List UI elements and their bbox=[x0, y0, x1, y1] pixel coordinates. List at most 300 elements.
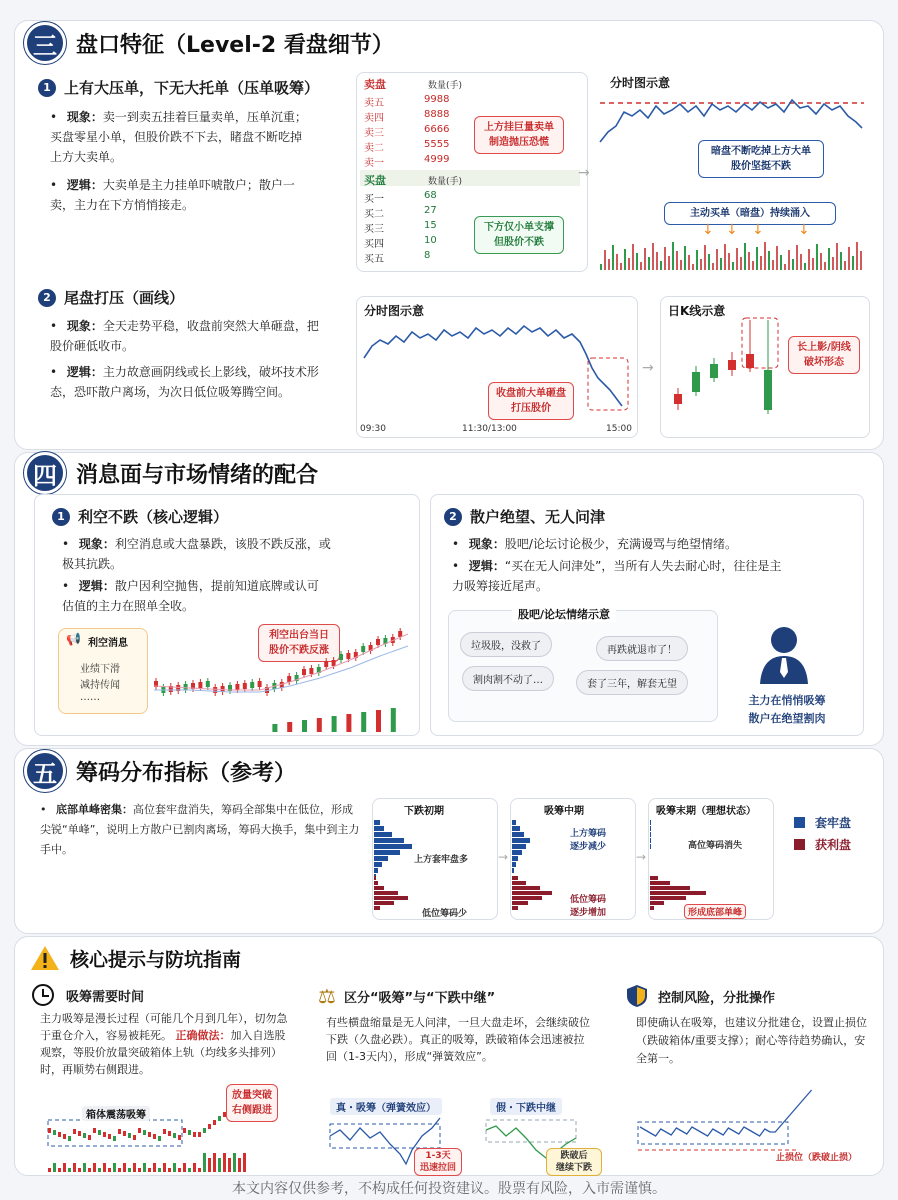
candle-body bbox=[168, 1131, 171, 1136]
volume-bar bbox=[780, 255, 782, 270]
volume-bar bbox=[138, 1168, 141, 1172]
sec6-col2-yellow-note: 跌破后 继续下跌 bbox=[546, 1148, 602, 1176]
section-title: 核心提示与防坑指南 bbox=[70, 948, 242, 971]
chip-bar-profit bbox=[374, 886, 384, 890]
orderbook-sell-row bbox=[364, 154, 464, 169]
intraday2-time-close: 15:00 bbox=[606, 424, 632, 434]
volume-bar bbox=[600, 264, 602, 270]
volume-bar bbox=[684, 246, 686, 270]
chip-bar-profit bbox=[650, 901, 664, 905]
candle-body bbox=[324, 661, 328, 667]
orderbook-green-note: 下方仅小单支撑 但股价不跌 bbox=[474, 216, 564, 254]
candle-body bbox=[163, 1129, 166, 1134]
volume-bar bbox=[648, 257, 650, 270]
candle-body bbox=[258, 681, 262, 687]
candle-body bbox=[143, 1130, 146, 1135]
sell-level: 卖四 bbox=[364, 113, 384, 124]
volume-bar bbox=[824, 262, 826, 270]
arrow-right-icon: → bbox=[498, 850, 509, 864]
candle-body bbox=[58, 1132, 61, 1137]
candle-body bbox=[113, 1136, 116, 1141]
chip-bar-trapped bbox=[512, 832, 524, 837]
chip-note: 上方套牢盘多 bbox=[414, 855, 469, 865]
label-logic: 逻辑： bbox=[66, 178, 103, 192]
candle-body bbox=[128, 1133, 131, 1138]
volume-bar bbox=[218, 1158, 221, 1172]
volume-bar bbox=[158, 1168, 161, 1172]
volume-bar bbox=[796, 245, 798, 270]
orderbook-sell-col: 数量(手) bbox=[428, 81, 463, 91]
orderbook-sell-row bbox=[364, 109, 464, 124]
candle-body bbox=[53, 1130, 56, 1135]
volume-bar bbox=[98, 1168, 101, 1172]
volume-bar bbox=[78, 1168, 81, 1172]
sec6-col2-text: 有些横盘缩量是无人问津，一旦大盘走坏，会继续破位下跌（久盘必跌）。真正的吸筹，跌破箱体会迅速被拉回（1-3天内），形成“弹簧效应”。 bbox=[326, 1016, 590, 1063]
section-6-header bbox=[30, 944, 241, 972]
candle-body bbox=[158, 1136, 161, 1141]
sec3-item2-title bbox=[38, 287, 184, 308]
candle-body bbox=[213, 1120, 216, 1125]
volume-bar bbox=[83, 1163, 86, 1172]
chip-bar-profit bbox=[374, 891, 398, 895]
legend-swatch bbox=[794, 839, 805, 850]
legend-profit bbox=[794, 836, 851, 853]
legend-trapped bbox=[794, 814, 851, 831]
volume-bar bbox=[636, 253, 638, 270]
sec4-item1-logic bbox=[62, 576, 326, 616]
text-logic: “买在无人问津处”，当所有人失去耐心时，往往是主力吸筹接近尾声。 bbox=[452, 559, 782, 593]
volume-bar bbox=[692, 264, 694, 270]
volume-bar bbox=[752, 261, 754, 270]
volume-bar bbox=[153, 1163, 156, 1172]
volume-bar bbox=[848, 247, 850, 270]
text-phenomenon: 利空消息或大盘暴跌，该股不跌反涨，或极其抗跌。 bbox=[62, 537, 331, 571]
candle-body bbox=[133, 1135, 136, 1140]
intraday2-note: 收盘前大单砸盘 打压股价 bbox=[488, 382, 574, 420]
volume-bar bbox=[183, 1163, 186, 1172]
legend-label: 套牢盘 bbox=[815, 816, 852, 830]
volume-bar bbox=[361, 712, 366, 732]
candle-body bbox=[123, 1131, 126, 1136]
volume-bar bbox=[376, 710, 381, 732]
volume-bar bbox=[688, 255, 690, 270]
chip-bar-profit bbox=[374, 901, 394, 905]
chip-note: 形成底部单峰 bbox=[684, 904, 746, 919]
news-title: 利空消息 bbox=[88, 638, 128, 649]
candle-body bbox=[188, 1130, 191, 1135]
chip-bar-trapped bbox=[512, 838, 530, 843]
candle-body bbox=[78, 1131, 81, 1136]
item-title-text: 尾盘打压（画线） bbox=[64, 289, 185, 307]
volume-bar bbox=[860, 251, 862, 270]
volume-bar bbox=[128, 1168, 131, 1172]
arrow-right-icon: → bbox=[642, 360, 654, 376]
sec6-col3-title bbox=[626, 984, 775, 1008]
chip-bar-trapped bbox=[512, 868, 514, 873]
candle-body bbox=[198, 682, 202, 688]
label-phenomenon: 现象： bbox=[66, 110, 103, 124]
label-logic: 逻辑： bbox=[468, 559, 505, 573]
intraday1-note-active-buy: 主动买单（暗盘）持续涌入 bbox=[664, 202, 836, 225]
kline-note: 长上影/阴线 破坏形态 bbox=[788, 336, 860, 374]
chip-bar-trapped bbox=[512, 862, 516, 867]
chip-bar-profit bbox=[650, 876, 658, 880]
volume-bar bbox=[652, 243, 654, 270]
chip-bar-trapped bbox=[650, 832, 651, 837]
legend-swatch bbox=[794, 817, 805, 828]
volume-bar bbox=[391, 708, 396, 732]
candle-body bbox=[302, 669, 306, 675]
forum-chip: 套了三年，解套无望 bbox=[576, 670, 688, 695]
volume-bar bbox=[768, 251, 770, 270]
volume-bar bbox=[103, 1163, 106, 1172]
candle-body bbox=[206, 681, 210, 687]
orderbook-sell-header: 卖盘 bbox=[364, 78, 386, 91]
chip-bar-trapped bbox=[374, 850, 400, 855]
buy-level: 买四 bbox=[364, 239, 384, 250]
sec5-text bbox=[40, 800, 360, 860]
chip-bar-trapped bbox=[374, 856, 388, 861]
text-phenomenon: 卖一到卖五挂着巨量卖单，压单沉重；买盘零星小单，但股价跌不下去，睹盘不断吃掉上方大卖单。 bbox=[50, 110, 307, 164]
chip-note: 上方筹码 逐步减少 bbox=[570, 829, 607, 852]
chip-bar-trapped bbox=[512, 856, 518, 861]
chip-note: 低位筹码 逐步增加 bbox=[570, 895, 607, 918]
chip-bar-profit bbox=[512, 891, 552, 895]
volume-bar bbox=[620, 263, 622, 270]
item-title-text: 上有大压单，下无大托单（压单吸筹） bbox=[64, 79, 320, 97]
item-number: 1 bbox=[52, 508, 70, 526]
chip-bar-trapped bbox=[512, 820, 516, 825]
sell-qty: 9988 bbox=[424, 94, 450, 105]
section-badge: 四 bbox=[24, 452, 66, 494]
volume-bar bbox=[243, 1153, 246, 1172]
kline-title: 日K线示意 bbox=[668, 304, 726, 318]
arrow-right-icon: → bbox=[578, 165, 590, 181]
volume-bar bbox=[708, 254, 710, 270]
buy-qty: 27 bbox=[424, 205, 437, 216]
disclaimer-footer: 本文内容仅供参考，不构成任何投资建议。股票有风险，入市需谨慎。 bbox=[232, 1181, 666, 1197]
orderbook-buy-col: 数量(手) bbox=[428, 177, 463, 187]
volume-bar bbox=[63, 1163, 66, 1172]
volume-bar bbox=[668, 256, 670, 270]
candle-body bbox=[63, 1134, 66, 1139]
sec3-item1-title bbox=[38, 77, 319, 98]
volume-bar bbox=[804, 263, 806, 270]
chip-bar-trapped bbox=[374, 826, 384, 831]
sec4-item2-phenomenon bbox=[452, 534, 852, 554]
volume-bar bbox=[108, 1168, 111, 1172]
volume-bar bbox=[840, 252, 842, 270]
news-line: 业绩下滑 bbox=[80, 664, 120, 675]
label-correct: 正确做法： bbox=[175, 1029, 231, 1042]
candle-body bbox=[184, 684, 188, 690]
volume-bar bbox=[712, 263, 714, 270]
candle-body bbox=[213, 687, 217, 693]
text-correct: 加入自选股观察，等股价放量突破箱体上轨（均线多头排列）时，再顺势右侧跟进。 bbox=[40, 1029, 286, 1076]
buy-qty: 68 bbox=[424, 190, 437, 201]
chip-bar-trapped bbox=[374, 838, 404, 843]
intraday2-time-noon: 11:30/13:00 bbox=[462, 424, 517, 434]
chip-bar-trapped bbox=[650, 820, 651, 825]
volume-bar bbox=[716, 249, 718, 270]
buy-qty: 15 bbox=[424, 220, 437, 231]
chip-bar-profit bbox=[512, 896, 542, 900]
chip-bar-profit bbox=[650, 891, 706, 895]
tag-true-accumulation: 真・吸筹（弹簧效应） bbox=[330, 1098, 442, 1115]
intraday1-title: 分时图示意 bbox=[610, 76, 671, 90]
chip-panel-title: 吸筹末期（理想状态） bbox=[656, 806, 756, 817]
volume-bar bbox=[624, 249, 626, 270]
sec3-item2-logic bbox=[50, 362, 320, 402]
candle-body bbox=[118, 1129, 121, 1134]
chip-bar-trapped bbox=[512, 844, 526, 849]
volume-bar bbox=[223, 1153, 226, 1172]
volume-bar bbox=[208, 1158, 211, 1172]
volume-bar bbox=[163, 1163, 166, 1172]
volume-bar bbox=[644, 248, 646, 270]
news-line: 减持传闻 bbox=[80, 680, 120, 691]
chip-bar-trapped bbox=[512, 826, 520, 831]
candle-body bbox=[287, 676, 291, 682]
warning-icon bbox=[30, 944, 60, 972]
sec4-item2-logic bbox=[452, 556, 782, 596]
volume-bar bbox=[764, 242, 766, 270]
sell-level: 卖三 bbox=[364, 128, 384, 139]
label-phenomenon: 现象： bbox=[468, 537, 505, 551]
chip-note: 高位筹码消失 bbox=[688, 841, 743, 851]
volume-bar bbox=[836, 243, 838, 270]
volume-bar bbox=[188, 1168, 191, 1172]
section-title: 筹码分布指标（参考） bbox=[76, 760, 297, 786]
volume-bar bbox=[788, 250, 790, 270]
candle-body bbox=[138, 1128, 141, 1133]
candle-body bbox=[243, 683, 247, 689]
forum-chip: 再跌就退市了！ bbox=[596, 636, 688, 661]
volume-bar bbox=[608, 259, 610, 270]
candle-body bbox=[88, 1135, 91, 1140]
sec6-col1-text bbox=[40, 1010, 288, 1078]
orderbook-buy-row bbox=[364, 250, 464, 265]
shield-icon bbox=[626, 984, 648, 1008]
candle-body bbox=[398, 631, 402, 637]
text-single-peak: 高位套牢盘消失，筹码全部集中在低位，形成尖锐“单峰”，说明上方散户已割肉离场，筹码大换手，集中到主力手中。 bbox=[40, 803, 360, 856]
volume-bar bbox=[332, 716, 337, 732]
candle-body bbox=[183, 1128, 186, 1133]
candle-body bbox=[153, 1134, 156, 1139]
person-icon bbox=[752, 622, 816, 686]
sec4-item2-title bbox=[444, 506, 605, 527]
arrow-down-icon: ↓ bbox=[702, 222, 714, 238]
volume-bar bbox=[760, 256, 762, 270]
volume-bar bbox=[656, 252, 658, 270]
chip-bar-trapped bbox=[650, 826, 651, 831]
volume-bar bbox=[784, 264, 786, 270]
orderbook-buy-header: 买盘 bbox=[364, 174, 386, 187]
chip-bar-profit bbox=[374, 896, 408, 900]
candle-body bbox=[339, 654, 343, 660]
chip-bar-trapped bbox=[374, 820, 380, 825]
volume-bar bbox=[856, 242, 858, 270]
chip-bar-profit bbox=[650, 896, 686, 900]
candle-body bbox=[309, 668, 313, 674]
volume-bar bbox=[148, 1168, 151, 1172]
volume-bar bbox=[736, 248, 738, 270]
volume-bar bbox=[664, 247, 666, 270]
legend-label: 获利盘 bbox=[815, 838, 852, 852]
volume-bar bbox=[233, 1153, 236, 1172]
volume-bar bbox=[628, 258, 630, 270]
item-title-text: 散户绝望、无人问津 bbox=[470, 508, 606, 526]
chip-bar-profit bbox=[374, 906, 380, 910]
volume-bar bbox=[672, 242, 674, 270]
volume-bar bbox=[852, 256, 854, 270]
buy-header-band bbox=[360, 170, 580, 186]
section-title: 消息面与市场情绪的配合 bbox=[76, 462, 319, 488]
label-single-peak: 底部单峰密集： bbox=[56, 803, 133, 816]
volume-bar bbox=[832, 257, 834, 270]
sell-qty: 4999 bbox=[424, 154, 450, 165]
chip-bar-trapped bbox=[374, 868, 378, 873]
volume-bar bbox=[748, 252, 750, 270]
volume-bar bbox=[58, 1168, 61, 1172]
sec3-item1-phenomenon bbox=[50, 107, 310, 167]
sec6-col2-title bbox=[318, 984, 495, 1008]
chip-bar-trapped bbox=[374, 844, 412, 849]
sell-qty: 5555 bbox=[424, 139, 450, 150]
chip-bar-trapped bbox=[374, 832, 392, 837]
candle-body bbox=[193, 1132, 196, 1137]
item-number: 1 bbox=[38, 79, 56, 97]
volume-bar bbox=[302, 720, 307, 732]
chip-bar-profit bbox=[512, 881, 526, 885]
volume-bar bbox=[728, 253, 730, 270]
arrow-right-icon: → bbox=[636, 850, 647, 864]
item-number: 2 bbox=[38, 289, 56, 307]
intraday2-time-open: 09:30 bbox=[360, 424, 386, 434]
volume-bar bbox=[800, 254, 802, 270]
volume-bar bbox=[346, 714, 351, 732]
candle-body bbox=[376, 639, 380, 645]
volume-bar bbox=[133, 1163, 136, 1172]
volume-bar bbox=[143, 1163, 146, 1172]
forum-title: 股吧/论坛情绪示意 bbox=[512, 606, 616, 622]
text-logic: 散户因利空抛售，提前知道底牌或认可估值的主力在照单全收。 bbox=[62, 579, 319, 613]
buy-level: 买二 bbox=[364, 209, 384, 220]
volume-bar bbox=[213, 1153, 216, 1172]
volume-bar bbox=[732, 262, 734, 270]
volume-bar bbox=[168, 1168, 171, 1172]
volume-bar bbox=[632, 244, 634, 270]
volume-bar bbox=[238, 1158, 241, 1172]
candle-body bbox=[103, 1132, 106, 1137]
candle-body bbox=[346, 653, 350, 659]
sec6-col1-note: 放量突破 右侧跟进 bbox=[226, 1084, 278, 1122]
candle-body bbox=[93, 1128, 96, 1133]
volume-bar bbox=[287, 722, 292, 732]
candle-body bbox=[178, 1135, 181, 1140]
volume-bar bbox=[676, 251, 678, 270]
chip-bar-profit bbox=[512, 886, 540, 890]
volume-bar bbox=[198, 1168, 201, 1172]
sec4-item1-title bbox=[52, 506, 228, 527]
volume-bar bbox=[93, 1163, 96, 1172]
news-line: …… bbox=[80, 692, 100, 703]
section-4-header bbox=[24, 452, 318, 494]
sec3-item1-logic bbox=[50, 175, 310, 215]
candle-body bbox=[235, 684, 239, 690]
volume-bar bbox=[317, 718, 322, 732]
sell-level: 卖二 bbox=[364, 143, 384, 154]
sec6-col2-red-note: 1-3天 迅速拉回 bbox=[414, 1148, 462, 1176]
chip-bar-profit bbox=[650, 881, 670, 885]
orderbook-buy-row bbox=[364, 220, 464, 235]
item-title-text: 利空不跌（核心逻辑） bbox=[78, 508, 229, 526]
chip-bar-trapped bbox=[512, 850, 522, 855]
sell-qty: 6666 bbox=[424, 124, 450, 135]
text-phenomenon: 全天走势平稳，收盘前突然大单砸盘，把股价砸低收市。 bbox=[50, 319, 319, 353]
forum-chip: 割肉割不动了… bbox=[462, 666, 554, 691]
chip-bar-profit bbox=[512, 901, 528, 905]
arrow-down-icon: ↓ bbox=[726, 222, 738, 238]
candle-body bbox=[203, 1128, 206, 1133]
section-5-header bbox=[24, 750, 296, 792]
sec4-item1-phenomenon bbox=[62, 534, 342, 574]
sell-qty: 8888 bbox=[424, 109, 450, 120]
arrow-down-icon: ↓ bbox=[798, 222, 810, 238]
volume-bar bbox=[48, 1168, 51, 1172]
box-label: 箱体震荡吸筹 bbox=[82, 1106, 150, 1121]
chip-bar-profit bbox=[512, 906, 518, 910]
chip-bar-profit bbox=[650, 906, 654, 910]
chip-bar-trapped bbox=[374, 862, 382, 867]
candle-body bbox=[208, 1124, 211, 1129]
volume-bar bbox=[68, 1168, 71, 1172]
orderbook-buy-row bbox=[364, 205, 464, 220]
volume-bar bbox=[828, 248, 830, 270]
buy-level: 买三 bbox=[364, 224, 384, 235]
volume-bar bbox=[616, 254, 618, 270]
arrow-down-icon: ↓ bbox=[752, 222, 764, 238]
orderbook-red-note: 上方挂巨量卖单 制造抛压恐慌 bbox=[474, 116, 564, 154]
volume-bar bbox=[756, 247, 758, 270]
orderbook-sell-row bbox=[364, 139, 464, 154]
candle-body bbox=[48, 1128, 51, 1133]
intraday1-chart bbox=[598, 92, 868, 274]
volume-bar bbox=[700, 259, 702, 270]
volume-bar bbox=[203, 1153, 206, 1172]
chip-note: 低位筹码少 bbox=[422, 909, 468, 919]
sec4-item1-chart bbox=[150, 624, 412, 734]
volume-bar bbox=[173, 1163, 176, 1172]
candle-body bbox=[218, 1116, 221, 1121]
volume-bar bbox=[612, 245, 614, 270]
label-phenomenon: 现象： bbox=[66, 319, 103, 333]
candle-body bbox=[173, 1133, 176, 1138]
candle-body bbox=[83, 1133, 86, 1138]
buy-qty: 8 bbox=[424, 250, 431, 261]
candle-body bbox=[361, 646, 365, 652]
volume-bar bbox=[604, 250, 606, 270]
megaphone-icon: 📢 bbox=[66, 632, 81, 646]
volume-bar bbox=[772, 260, 774, 270]
person-caption: 主力在悄悄吸筹 散户在绝望割肉 bbox=[748, 694, 826, 725]
price-line bbox=[640, 1090, 812, 1136]
volume-bar bbox=[844, 261, 846, 270]
volume-bar bbox=[740, 257, 742, 270]
candle-body bbox=[148, 1132, 151, 1137]
chip-bar-profit bbox=[374, 876, 376, 880]
volume-bar bbox=[272, 724, 277, 732]
